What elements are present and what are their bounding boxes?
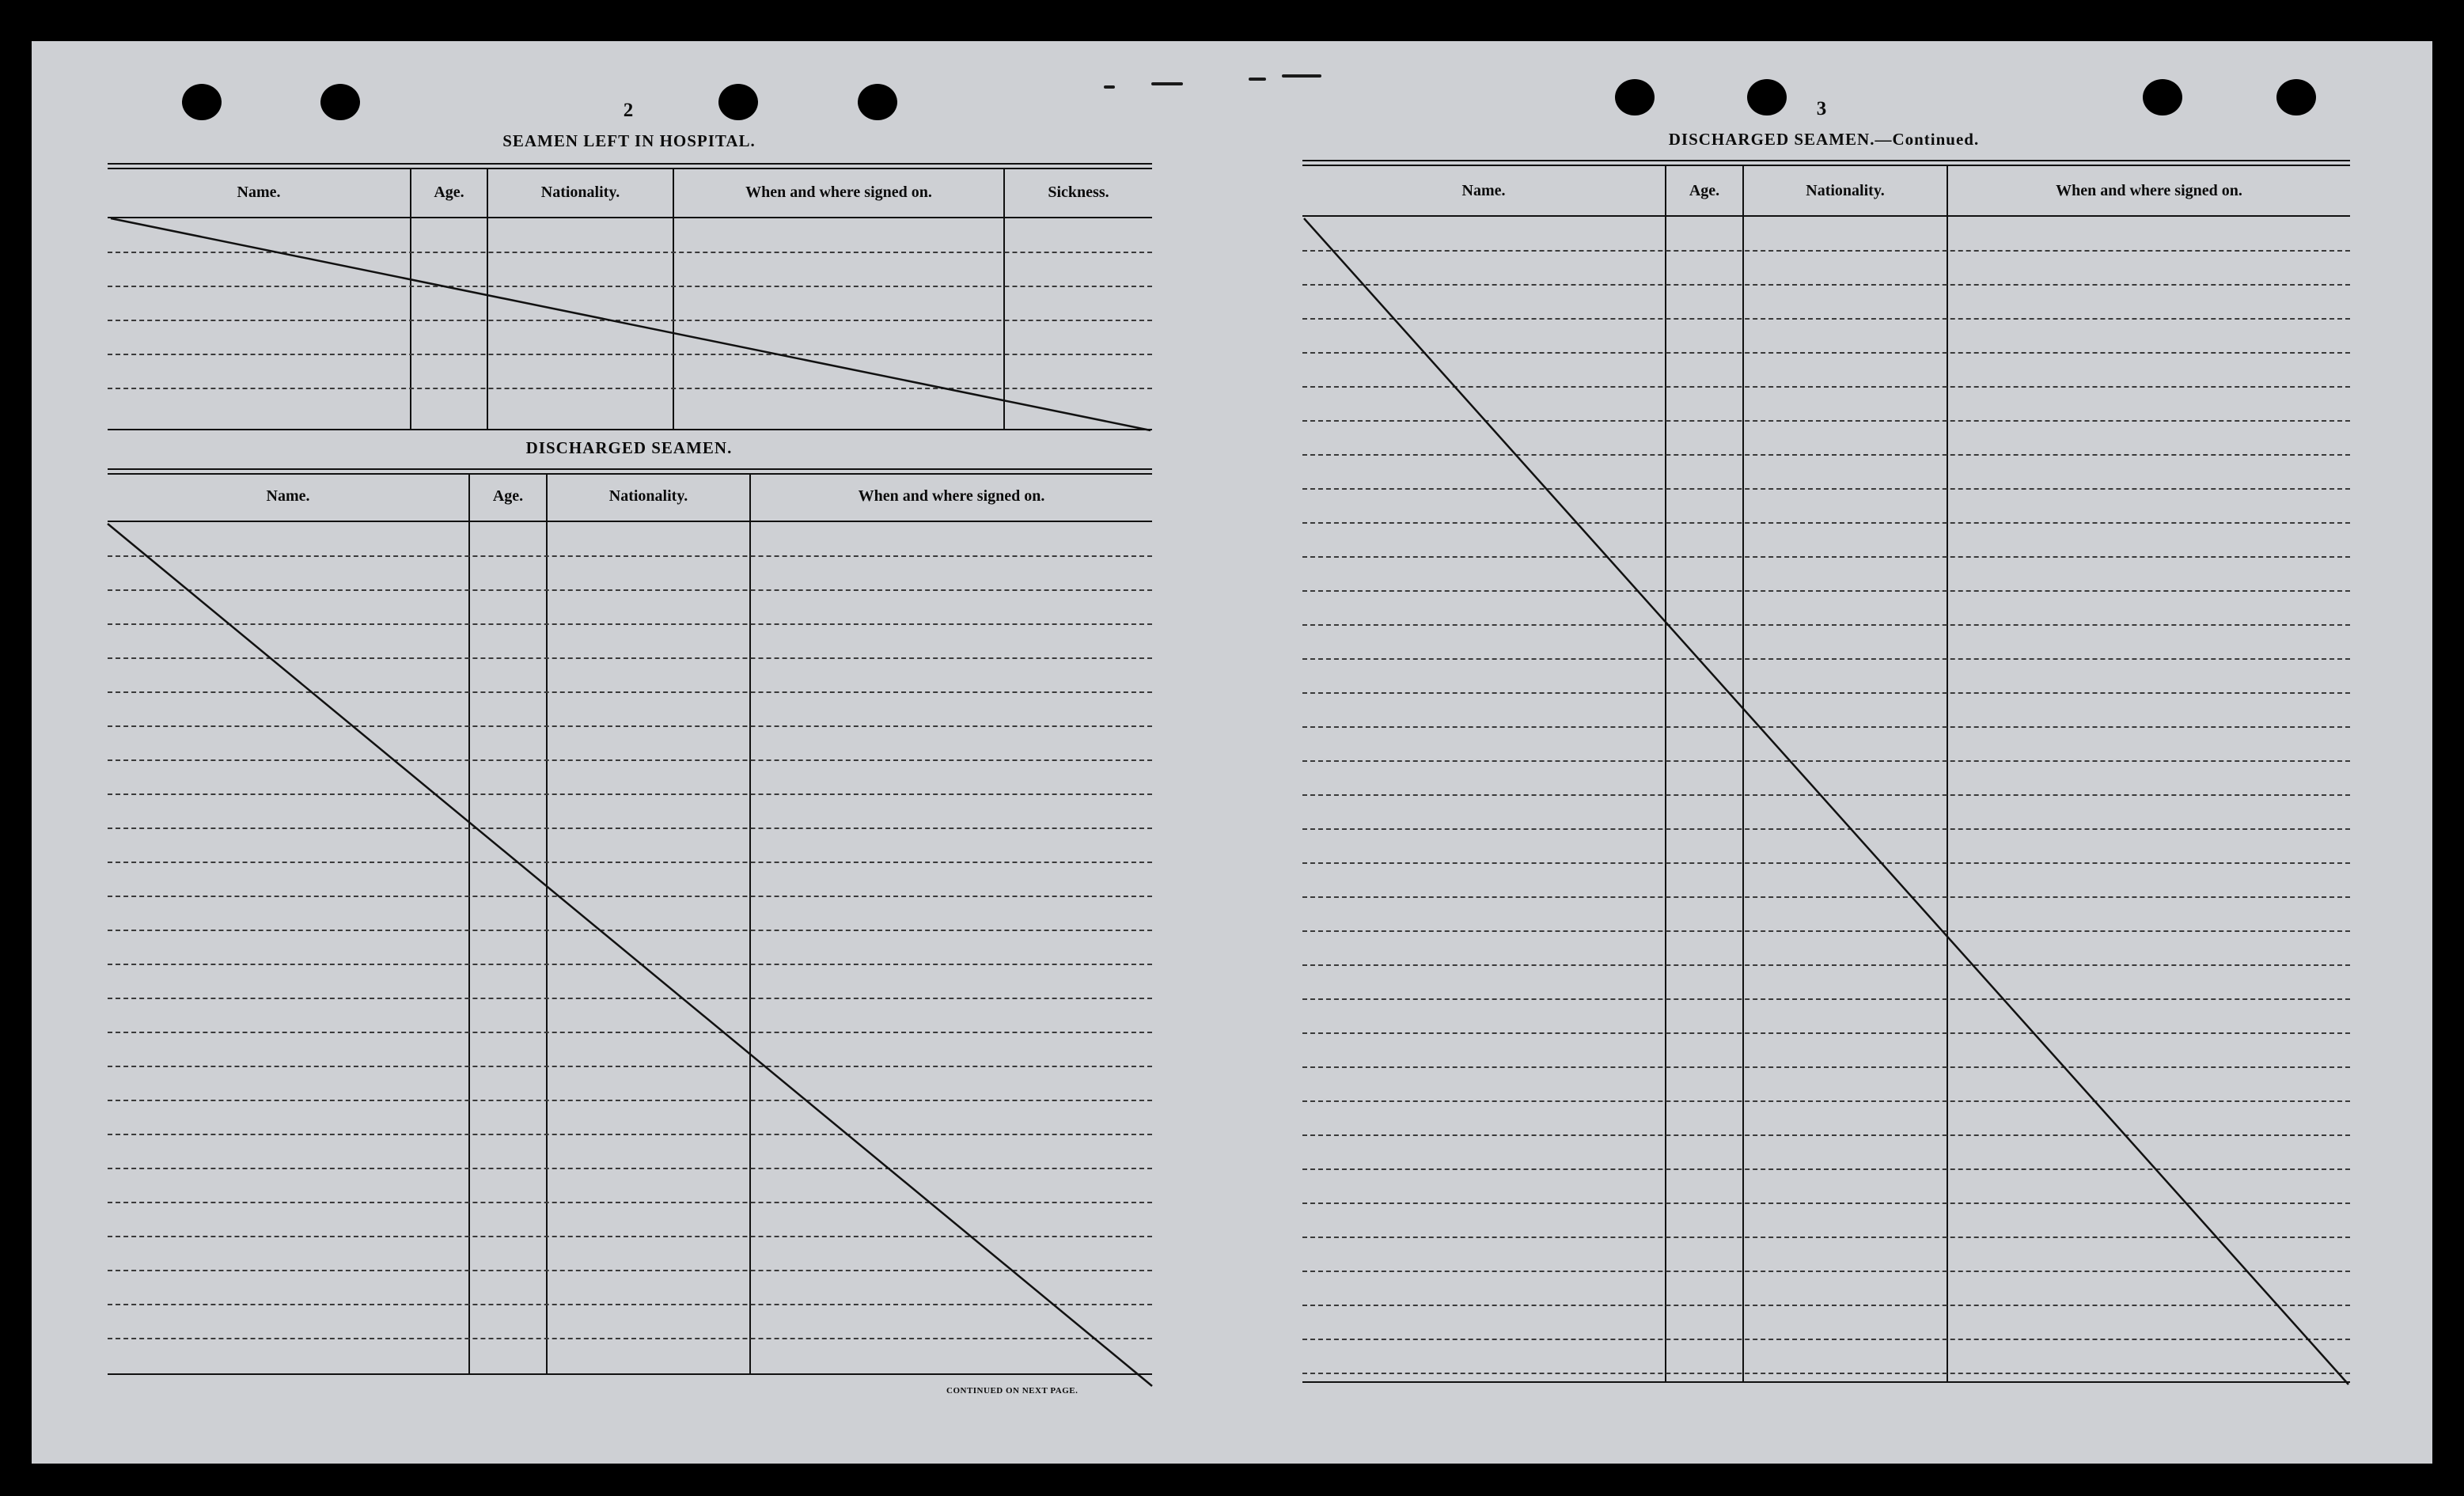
ruled-entry-line: [1302, 930, 2350, 932]
ruled-entry-line: [108, 759, 1152, 761]
ruled-entry-line: [1302, 352, 2350, 354]
ruled-entry-line: [108, 320, 1152, 321]
ruled-entry-line: [108, 657, 1152, 659]
table-bottom-rule: [108, 1373, 1152, 1375]
ruled-entry-line: [108, 1202, 1152, 1203]
ruled-entry-line: [1302, 318, 2350, 320]
ruled-entry-line: [108, 1168, 1152, 1169]
header-bottom-rule: [108, 521, 1152, 522]
ruled-entry-line: [108, 862, 1152, 863]
ruled-entry-line: [108, 1032, 1152, 1033]
column-header-nationality: Nationality.: [608, 487, 688, 505]
ruled-entry-line: [108, 1338, 1152, 1339]
ruled-entry-line: [108, 1304, 1152, 1305]
ruled-entry-line: [1302, 896, 2350, 898]
ruled-entry-line: [1302, 964, 2350, 966]
punch-hole: [182, 84, 222, 120]
ruled-entry-line: [1302, 1066, 2350, 1068]
ruled-entry-line: [1302, 1168, 2350, 1170]
punch-hole: [320, 84, 360, 120]
ruled-entry-line: [1302, 556, 2350, 558]
discharged-table-title: DISCHARGED SEAMEN.: [525, 438, 733, 457]
discharged-continued-title: DISCHARGED SEAMEN.—Continued.: [1668, 130, 1980, 149]
column-header-sickness: Sickness.: [1048, 184, 1109, 201]
ruled-entry-line: [1302, 420, 2350, 422]
table-top-rule: [1302, 160, 2350, 161]
ruled-entry-line: [108, 555, 1152, 557]
ruled-entry-line: [108, 589, 1152, 591]
ruled-entry-line: [108, 896, 1152, 897]
column-divider: [410, 168, 411, 429]
column-divider: [749, 473, 751, 1373]
column-header-name: Name.: [266, 487, 310, 505]
column-header-signed-on: When and where signed on.: [858, 487, 1045, 505]
table-top-rule: [108, 163, 1152, 165]
ruled-entry-line: [1302, 760, 2350, 762]
table-top-rule: [108, 168, 1152, 169]
ruled-entry-line: [108, 725, 1152, 727]
ruled-entry-line: [1302, 1339, 2350, 1340]
paper-speck: [1249, 78, 1266, 81]
table-bottom-rule: [108, 429, 1152, 430]
ruled-entry-line: [108, 252, 1152, 253]
ruled-entry-line: [1302, 1237, 2350, 1238]
ruled-entry-line: [1302, 1032, 2350, 1034]
ruled-entry-line: [1302, 998, 2350, 1000]
column-header-age: Age.: [434, 184, 464, 201]
paper-speck: [1104, 85, 1115, 89]
table-bottom-rule: [1302, 1381, 2350, 1383]
punch-hole: [2276, 79, 2316, 116]
punch-hole: [718, 84, 758, 120]
page-number: 2: [623, 100, 634, 121]
column-header-signed-on: When and where signed on.: [745, 184, 932, 201]
hospital-table-title: SEAMEN LEFT IN HOSPITAL.: [502, 131, 756, 150]
ruled-entry-line: [108, 828, 1152, 829]
punch-hole: [1615, 79, 1655, 116]
column-header-name: Name.: [237, 184, 281, 201]
ruled-entry-line: [1302, 692, 2350, 694]
header-bottom-rule: [1302, 215, 2350, 217]
page-number: 3: [1816, 98, 1827, 119]
ruled-entry-line: [1302, 794, 2350, 796]
ruled-entry-line: [1302, 624, 2350, 626]
ruled-entry-line: [108, 354, 1152, 355]
column-divider: [1947, 165, 1948, 1381]
paper-speck: [1282, 74, 1321, 78]
ruled-entry-line: [108, 623, 1152, 625]
column-divider: [1003, 168, 1005, 429]
ruled-entry-line: [1302, 488, 2350, 490]
ruled-entry-line: [1302, 590, 2350, 592]
column-header-age: Age.: [1689, 182, 1720, 199]
ruled-entry-line: [1302, 1271, 2350, 1272]
column-divider: [487, 168, 488, 429]
header-bottom-rule: [108, 217, 1152, 218]
table-top-rule: [108, 468, 1152, 470]
ruled-entry-line: [1302, 386, 2350, 388]
column-header-nationality: Nationality.: [540, 184, 620, 201]
ruled-entry-line: [1302, 1305, 2350, 1306]
ruled-entry-line: [108, 998, 1152, 999]
ruled-entry-line: [108, 964, 1152, 965]
punch-hole: [2143, 79, 2182, 116]
column-divider: [546, 473, 548, 1373]
ruled-entry-line: [108, 286, 1152, 287]
ruled-entry-line: [1302, 454, 2350, 456]
ruled-entry-line: [1302, 284, 2350, 286]
ruled-entry-line: [108, 1236, 1152, 1237]
column-divider: [1665, 165, 1666, 1381]
ruled-entry-line: [108, 1100, 1152, 1101]
column-divider: [468, 473, 470, 1373]
column-header-name: Name.: [1461, 182, 1506, 199]
ruled-entry-line: [108, 388, 1152, 389]
column-divider: [673, 168, 674, 429]
ruled-entry-line: [1302, 1134, 2350, 1136]
ruled-entry-line: [108, 1134, 1152, 1135]
column-header-nationality: Nationality.: [1806, 182, 1885, 199]
ruled-entry-line: [1302, 658, 2350, 660]
punch-hole: [1747, 79, 1787, 116]
ruled-entry-line: [1302, 1202, 2350, 1204]
ruled-entry-line: [108, 930, 1152, 931]
column-header-age: Age.: [492, 487, 524, 505]
scanned-form-spread: [32, 41, 2432, 1464]
paper-speck: [1151, 82, 1183, 85]
ruled-entry-line: [1302, 726, 2350, 728]
table-top-rule: [1302, 165, 2350, 166]
column-header-signed-on: When and where signed on.: [2056, 182, 2242, 199]
ruled-entry-line: [1302, 1373, 2350, 1374]
column-divider: [1742, 165, 1744, 1381]
table-top-rule: [108, 473, 1152, 475]
ruled-entry-line: [1302, 862, 2350, 864]
ruled-entry-line: [1302, 522, 2350, 524]
ruled-entry-line: [108, 691, 1152, 693]
ruled-entry-line: [1302, 1100, 2350, 1102]
ruled-entry-line: [1302, 828, 2350, 830]
ruled-entry-line: [108, 1270, 1152, 1271]
punch-hole: [858, 84, 897, 120]
ruled-entry-line: [1302, 250, 2350, 252]
ruled-entry-line: [108, 1066, 1152, 1067]
ruled-entry-line: [108, 793, 1152, 795]
continued-note: CONTINUED ON NEXT PAGE.: [946, 1386, 1078, 1396]
